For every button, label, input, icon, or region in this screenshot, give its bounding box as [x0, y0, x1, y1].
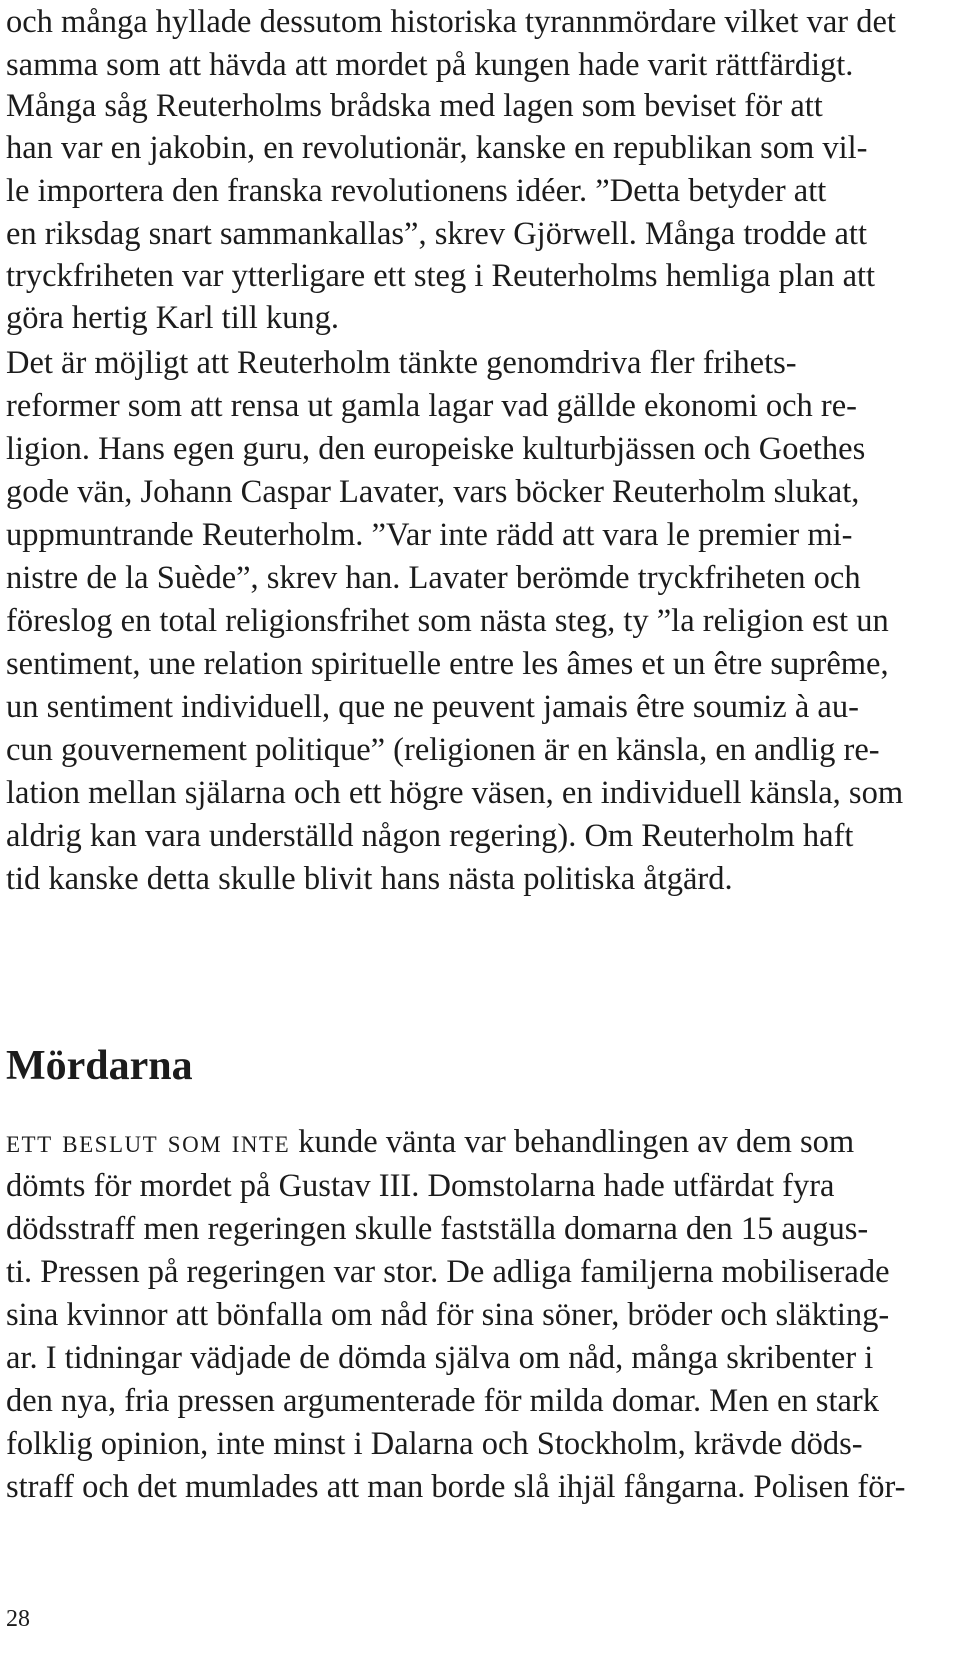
body-line: cun gouvernement politique” (religionen är en känsla, en andlig re-: [6, 732, 880, 768]
lead-in-smallcaps: ett beslut som inte: [6, 1124, 291, 1160]
first-line-text: kunde vänta var behandlingen av dem som: [290, 1124, 855, 1160]
body-line: Många såg Reuterholms brådska med lagen som beviset för att: [6, 88, 823, 124]
body-line: lation mellan själarna och ett högre väsen, en individuell känsla, som: [6, 775, 904, 811]
body-line: han var en jakobin, en revolutionär, kanske en republikan som vil-: [6, 130, 868, 166]
body-line: tid kanske detta skulle blivit hans nästa politiska åtgärd.: [6, 861, 733, 897]
body-line: nistre de la Suède”, skrev han. Lavater berömde tryckfriheten och: [6, 560, 861, 596]
body-line: dödsstraff men regeringen skulle fastställa domarna den 15 augus-: [6, 1211, 869, 1247]
page-number: 28: [6, 1606, 30, 1632]
body-line: samma som att hävda att mordet på kungen hade varit rättfärdigt.: [6, 47, 854, 83]
body-line: gode vän, Johann Caspar Lavater, vars böcker Reuterholm slukat,: [6, 474, 860, 510]
section-heading: Mördarna: [6, 1043, 193, 1089]
body-line: reformer som att rensa ut gamla lagar vad gällde ekonomi och re-: [6, 388, 857, 424]
body-line: den nya, fria pressen argumenterade för milda domar. Men en stark: [6, 1383, 879, 1419]
body-line: straff och det mumlades att man borde slå ihjäl fångarna. Polisen för-: [6, 1469, 906, 1505]
body-line: föreslog en total religionsfrihet som nästa steg, ty ”la religion est un: [6, 603, 889, 639]
body-line: sina kvinnor att bönfalla om nåd för sina söner, bröder och släkting-: [6, 1297, 890, 1333]
body-line: och många hyllade dessutom historiska tyrannmördare vilket var det: [6, 4, 896, 40]
body-line: aldrig kan vara underställd någon regering). Om Reuterholm haft: [6, 818, 854, 854]
body-line: folklig opinion, inte minst i Dalarna och Stockholm, krävde döds-: [6, 1426, 863, 1462]
body-line-first: [6, 1120, 854, 1164]
body-line: en riksdag snart sammankallas”, skrev Gjörwell. Många trodde att: [6, 216, 867, 252]
body-line: tryckfriheten var ytterligare ett steg i Reuterholms hemliga plan att: [6, 258, 876, 294]
body-line: un sentiment individuell, que ne peuvent jamais être soumiz à au-: [6, 689, 859, 725]
body-line: Det är möjligt att Reuterholm tänkte genomdriva fler frihets-: [6, 345, 797, 381]
body-line: le importera den franska revolutionens idéer. ”Detta betyder att: [6, 173, 827, 209]
body-line: ligion. Hans egen guru, den europeiske kulturbjässen och Goethes: [6, 431, 866, 467]
body-line: dömts för mordet på Gustav III. Domstolarna hade utfärdat fyra: [6, 1168, 835, 1204]
body-line: ti. Pressen på regeringen var stor. De adliga familjerna mobiliserade: [6, 1254, 890, 1290]
body-line: sentiment, une relation spirituelle entre les âmes et un être suprême,: [6, 646, 889, 682]
body-line: uppmuntrande Reuterholm. ”Var inte rädd att vara le premier mi-: [6, 517, 853, 553]
body-line: ar. I tidningar vädjade de dömda själva om nåd, många skribenter i: [6, 1340, 874, 1376]
body-line: göra hertig Karl till kung.: [6, 300, 340, 336]
